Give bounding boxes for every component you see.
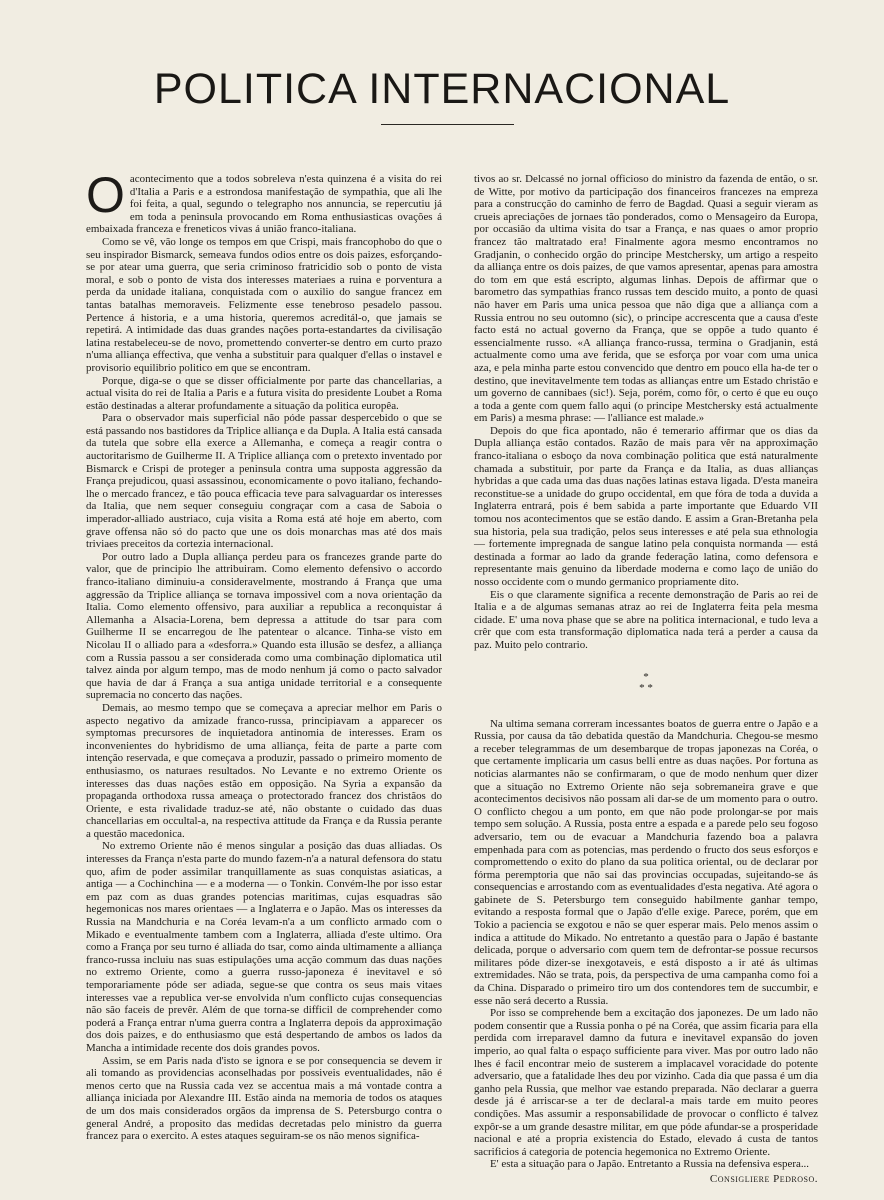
left-column [86,167,442,1173]
right-column [474,173,818,1185]
article-paragraph: Como se vê, vão longe os tempos em que Crispi, mais francophobo do que o seu inspirador Bismarck, semeava fundos odios entre os dois paizes, esforçando-se por atear uma guerra, que seria criminoso fratricidio sob o ponto de vista moral, e sob o ponto de vista dos interesses materiaes a ruina e porventura a perda da unidade italiana, conquistada com o auxilio do sangue francez em tantas batalhas memoraveis. Felizmente esse tenebroso pesadelo passou. Pertence á historia, e a uma historia, queremos acreditál-o, que jamais se repetirá. A intimidade das duas grandes nações porta-estandartes da civilisação latina restabeleceu-se de novo, promettendo converter-se dentro em curto prazo n'uma alliança effectiva, que venha a substituir para qualquer d'ellas o instavel e provisorio equilibrio politico em que se encontram. [86,235,442,374]
article-paragraph: Para o observador mais superficial não póde passar despercebido o que se está passando nos bastidores da Triplice alliança e da Dupla. A Italia está cansada da tutela que sobre ella exerce a Allemanha, e começa a reagir contra o auctoritarismo de Guilherme II. A Triplice alliança com o pretexto inventado por Bismarck e Crispi de proteger a peninsula contra uma supposta aggressão da França prejudicou, quasi assassinou, economicamente o povo italiano, fechando-lhe o mercado francez, e tão pouca efficacia teve para salvaguardar os interesses da Italia, que nem sequer conseguiu congraçar com a casa de Saboia o imperador-alliado austriaco, cuja visita a Roma está até hoje em aberto, com grave offensa não só do pacto que une os dois monarchas mas até dos mais triviaes preceitos da cortezia internacional. [86,412,442,551]
article-paragraph: Eis o que claramente significa a recente demonstração de Paris ao rei de Italia e a de algumas semanas atraz ao rei de Inglaterra feita pela mesma cidade. E' uma nova phase que se abre na politica internacional, e tudo leva a crêr que com esta transformação diplomatica nada terá a perder a causa da paz. Muito pelo contrario. [474,588,818,651]
separator-stars-bottom: * * [639,681,653,694]
separator-star-top: * [643,670,649,683]
article-paragraph: Depois do que fica apontado, não é temerario affirmar que os dias da Dupla alliança estão contados. Razão de mais para vêr na approximação franco-italiana o esboço da nova combinação politica que está naturalmente chamada a substituir, por parte da França e da Italia, as duas allianças hybridas a que cada uma das duas nações latinas estava ligada. D'esta maneira reconstitue-se a unidade do grupo occidental, em que fóra de toda a duvida a Inglaterra entrará, pois é bem sabida a parte importante que Eduardo VII tomou nos acontecimentos que se estão dando. E assim a Gran-Bretanha pela sua historia, pela sua tradição, pelos seus interesses e até pela sua ethnologia — fortemente impregnada de sangue latino pela conquista normanda — está destinada a formar ao lado da grande federação latina, como defensora e representante mais genuino da liberdade moderna e como laço de união do nosso occidente com o mundo germanico propriamente dito. [474,424,818,588]
article-paragraph: Demais, ao mesmo tempo que se começava a apreciar melhor em Paris o aspecto negativo da amizade franco-russa, principiavam a apparecer os symptomas precursores de inquietadora antinomia de interesses. Eram os inconvenientes do hybridismo de uma alliança, feita de parte a parte com intenção reservada, e que começava a produzir, passado o primeiro momento de enthusiasmo, os naturaes resultados. No Levante e no extremo Oriente os interesses das duas nações estão em opposição. Na Syria a expansão da propaganda orthodoxa russa ameaça o protectorado francez dos christãos do Oriente, e esta rivalidade traduz-se até, não obstante o cuidado das duas chancellarias em occultal-a, na respectiva attitude da França e da Russia perante a questão macedonica. [86,701,442,840]
article-paragraph: tivos ao sr. Delcassé no jornal officioso do ministro da fazenda de então, o sr. de Witte, por motivo da participação dos financeiros francezes na empreza para a construcção do caminho de ferro de Bagdad. Quasi a seguir vieram as crueis apreciações de jornaes tão ponderados, como o Mensageiro da Europa, por occasião da ultima visita do tsar a França, e nas quaes o amor proprio francez tão maltratado era! Finalmente agora mesmo encontramos no Gradjanin, o conhecido orgão do principe Mestchersky, um artigo a respeito da alliança entre os dois paizes, de que vamos apresentar, apenas para amostra do tom em que está escripto, algumas linhas. Depois de affirmar que o barometro das sympathias franco russas tem descido muito, a ponto de quasi não haver em Paris uma unica pessoa que não diga que a alliança com a Russia entrou no seu outomno (sic), o principe accrescenta que a causa d'este facto está no actual governo da França, que se oppõe a tudo quanto é essencialmente russo. «A alliança franco-russa, termina o Gradjanin, está actualmente como uma ave ferida, que se esforça por voar com uma unica aza, e pela minha parte estou convencido que dentro em pouco ella ha-de ter o destino, que inevitavelmente tem todas as allianças entre um Estado christão e um governo de cannibaes (sic!). Seja, porém, como fôr, o certo é que eu ouço a toda a gente com quem fallo aqui (o principe Mestchersky está actualmente em Paris) a mesma phrase: — l'alliance est malade.» [474,173,818,425]
page-title: POLITICA INTERNACIONAL [153,64,731,113]
article-paragraph: Por outro lado a Dupla alliança perdeu para os francezes grande parte do valor, que de principio lhe attribuiram. Como elemento defensivo o accordo franco-italiano diminuiu-a consideravelmente, mostrando á França que uma aggressão da Triplice alliança se tornava impossivel com a nova orientação da Italia. Como elemento offensivo, para auxiliar a republica a reconquistar á Allemanha a Alsacia-Lorena, bem depressa a attitude do tsar para com Guilherme II se encarregou de lhe patentear o alcance. Tinha-se visto em Nicolau II o alliado para a «desforra.» Quando esta illusão se desfez, a alliança com a Russia passou a ser considerada como uma combinação diplomatica util talvez ainda por algum tempo, mas de modo nenhum já como o pacto salvador que havia de dar á França a sua antiga unidade territorial e a consequente supremacia no concerto das nações. [86,550,442,702]
article-paragraph [86,167,442,236]
article-paragraph: Assim, se em Paris nada d'isto se ignora e se por consequencia se devem ir ali tomando as providencias aconselhadas por possiveis eventualidades, não é menos certo que na Russia cada vez se accentua mais a má vontade contra a alliança iniciada por Alexandre III. Estão ainda na memoria de todos os ataques de um dos mais considerados orgãos da imprensa de S. Petersburgo contra o general André, a proposito das medidas decretadas pelo ministro da guerra francez para o exercito. A estes ataques seguiram-se os não menos significa- [86,1054,442,1143]
author-signature: Consigliere Pedroso. [709,1172,818,1185]
article-paragraph: Porque, diga-se o que se disser officialmente por parte das chancellarias, a actual visita do rei de Italia a Paris e a futura visita do presidente Loubet a Roma estão destinadas a alterar profundamente a situação da politica europêa. [86,374,442,412]
article-paragraph: Na ultima semana correram incessantes boatos de guerra entre o Japão e a Russia, por causa da tão debatida questão da Mandchuria. Chegou-se mesmo a receber telegrammas de um desembarque de tropas japonezas na Coréa, o que certamente implicaria um casus belli entre as duas nações. Por fortuna as noticias alarmantes não se confirmaram, o que de modo nenhum quer dizer que a situação no Extremo Oriente não seja sobremaneira grave e que acontecimentos decisivos não possam ali dar-se de um momento para o outro. O conflicto chegou a um ponto, em que não pode prolongar-se por mais tempo sem solução. A Russia, posta entre a espada e a parede pelo seu fogoso adversario, tem ou de evacuar a Mandchuria fazendo boa a palavra empenhada para com as potencias, mas perdendo o fructo dos seus esforços e compromettendo o exito do plano da sua politica oriental, ou de declarar por fórma peremptoria que não sai das provincias occupadas, sujeitando-se ás consequencias e arrostando com as eventualidades d'esta negativa. Até agora o gabinete de S. Petersburgo tem conseguido habilmente ganhar tempo, evitando a resposta formal que o Japão d'elle exige. Parece, porém, que em Tokio a paciencia se exgotou e não se quer esperar mais. Pelo menos assim o indica a attitude do Mikado. No entretanto a questão para o Japão é bastante delicada, porque o adversario com quem tem de defrontar-se possue recursos militares póde dizer-se inexgotaveis, e está disposto a ir até ás ultimas extremidades. Não se trata, pois, da perspectiva de uma campanha como foi a da China. Disparado o primeiro tiro um dos contendores tem de succumbir, e esse não será decerto a Russia. [474,717,818,1007]
article-paragraph: Por isso se comprehende bem a excitação dos japonezes. De um lado não podem consentir que a Russia ponha o pé na Coréa, que assim ficaria para ella perdida com irreparavel damno da futura e inevitavel expansão do joven imperio, ao qual falta o espaço sufficiente para viver. Mas por outro lado não lhes é facil encontrar meio de susterem a implacavel voracidade do potente adversario, que a fatalidade lhes deu por vizinho. Cada dia que passa é um dia ganho pela Russia, que melhor vae estando preparada. Não declarar a guerra desde já é arriscar-se a ter de declaral-a mais tarde em muito peores condições. Mas assumir a responsabilidade de provocar o conflicto é talvez expôr-se a um grande desastre militar, em que póde afundar-se a prosperidade nacional e até a propria existencia do Estado, elevado á custa de tantos sacrificios á categoria de potencia hegemonica no Extremo Oriente. [474,1007,818,1158]
paragraph-text: acontecimento que a todos sobreleva n'esta quinzena é a visita do rei d'Italia a Paris e a estrondosa manifestação de sympathia, que ali lhe foi feita, a qual, segundo o telegrapho nos annuncia, se repercutiu já em toda a peninsula provocando em Roma enthusiasticas ovações á embaixada franceza e freneticos vivas á união franco-italiana. [86,173,442,236]
article-paragraph: E' esta a situação para o Japão. Entretanto a Russia na defensiva espera... [490,1158,810,1171]
section-separator [474,672,818,694]
drop-cap: O [86,167,125,223]
article-paragraph: No extremo Oriente não é menos singular a posição das duas alliadas. Os interesses da França n'esta parte do mundo fazem-n'a a natural defensora do statu quo, afim de poder assimilar tranquillamente as suas conquistas asiaticas, a antiga — a Cochinchina — e a moderna — o Tonkin. Convém-lhe por isso estar em paz com as duas grandes potencias maritimas, cujas esquadras são hegemonicas nos mares orientaes — a Inglaterra e o Japão. Mas os interesses da Russia na Mandchuria e na Coréa levam-n'a a um conflicto armado com o Mikado e eventualmente tambem com a Inglaterra, alliada d'este ultimo. Ora como a França por seu turno é alliada do tsar, como ainda ultimamente a alliança franco-russa incluiu nas suas estipulações uma acção commum das duas nações no extremo Oriente, como a guerra russo-japoneza é inevitavel e só temporariamente póde ser adiada, segue-se que contra os seus mais vitaes interesses vae a republica ver-se envolvida n'um conflicto cujas consequencias não são faceis de prevêr. Além de que torna-se difficil de comprehender como poderá a França entrar n'uma guerra contra a Inglaterra depois da approximação dos dois paizes, e do enthusiasmo que está despertando de ambos os lados da Mancha a intimidade recente dos dois grandes povos. [86,840,442,1054]
title-divider [381,124,514,125]
